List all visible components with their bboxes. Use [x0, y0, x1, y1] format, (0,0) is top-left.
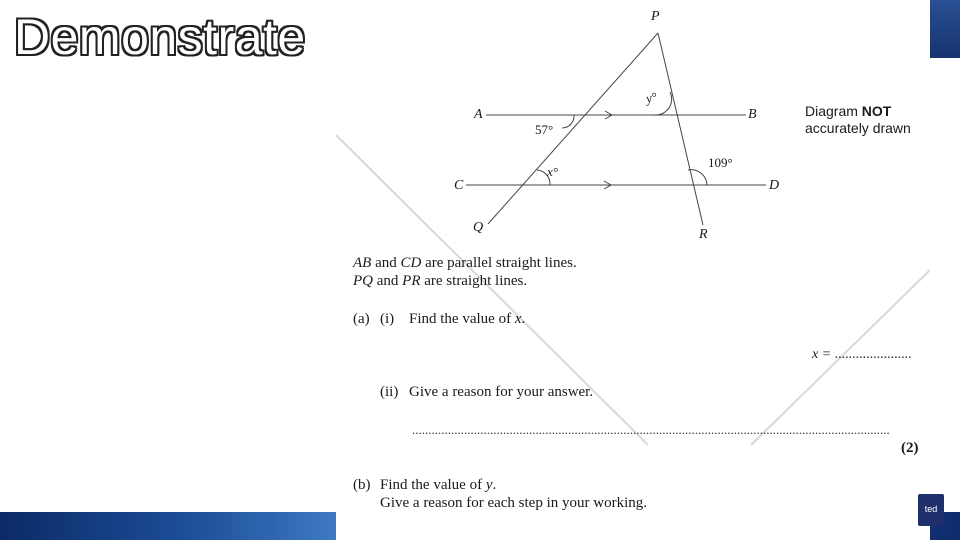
part-a-i-var: x: [514, 311, 522, 327]
point-label-p: P: [651, 9, 660, 24]
statement-straight: [353, 273, 527, 290]
part-a-label: (a): [353, 311, 370, 327]
decorative-corner-block: [930, 0, 960, 58]
diagram-note-bold: NOT: [861, 103, 892, 119]
part-a-ii-question: Give a reason for your answer.: [409, 384, 594, 400]
angle-label-y: y°: [644, 89, 659, 106]
part-a-i-question: [409, 311, 525, 328]
stmt-rest: are parallel straight lines.: [421, 255, 577, 271]
part-b-label: (b): [353, 477, 371, 493]
part-b-text: Find the value of: [380, 477, 486, 493]
part-a-i-end: .: [521, 311, 526, 327]
stmt-ab: AB: [353, 255, 372, 271]
point-label-c: C: [454, 178, 464, 193]
stmt-cd: CD: [400, 255, 422, 271]
diagram-note: [805, 103, 911, 137]
stmt-rest2: are straight lines.: [420, 273, 528, 289]
point-label-r: R: [699, 227, 708, 242]
stmt-pr: PR: [402, 273, 421, 289]
answer-x-dots: ......................: [834, 347, 912, 362]
line-pq: [488, 33, 658, 224]
arc-57: [562, 115, 574, 128]
reason-answer-line[interactable]: ...................................................................................................................................................: [412, 422, 890, 437]
point-label-q: Q: [473, 220, 484, 235]
corner-logo: ted: [918, 494, 944, 526]
diagram-note-line2: accurately drawn: [805, 120, 911, 136]
stmt-and: and: [371, 255, 401, 271]
part-a-i-text: Find the value of: [409, 311, 515, 327]
part-a-i-label: (i): [380, 311, 395, 327]
part-b-question: [380, 477, 496, 494]
statement-parallel: [353, 255, 577, 272]
exam-question-image: [336, 0, 930, 540]
part-a-ii-label: (ii): [380, 384, 399, 400]
part-b-instruction: Give a reason for each step in your working.: [380, 495, 647, 511]
answer-x-label: x =: [812, 347, 835, 362]
angle-label-x: x°: [547, 164, 558, 179]
point-label-a: A: [474, 107, 483, 122]
marks-label: (2): [901, 440, 919, 456]
point-label-d: D: [769, 178, 780, 193]
answer-x-line[interactable]: [812, 347, 912, 363]
stmt-and2: and: [373, 273, 403, 289]
stmt-pq: PQ: [353, 273, 373, 289]
angle-label-109: 109°: [708, 155, 733, 170]
diagram-note-text: Diagram: [805, 103, 858, 119]
part-b-var: y: [485, 477, 493, 493]
point-label-b: B: [748, 107, 757, 122]
angle-label-57: 57°: [535, 122, 554, 137]
part-b-end: .: [492, 477, 497, 493]
line-pr: [658, 33, 703, 225]
slide-title: Demonstrate: [14, 9, 306, 65]
